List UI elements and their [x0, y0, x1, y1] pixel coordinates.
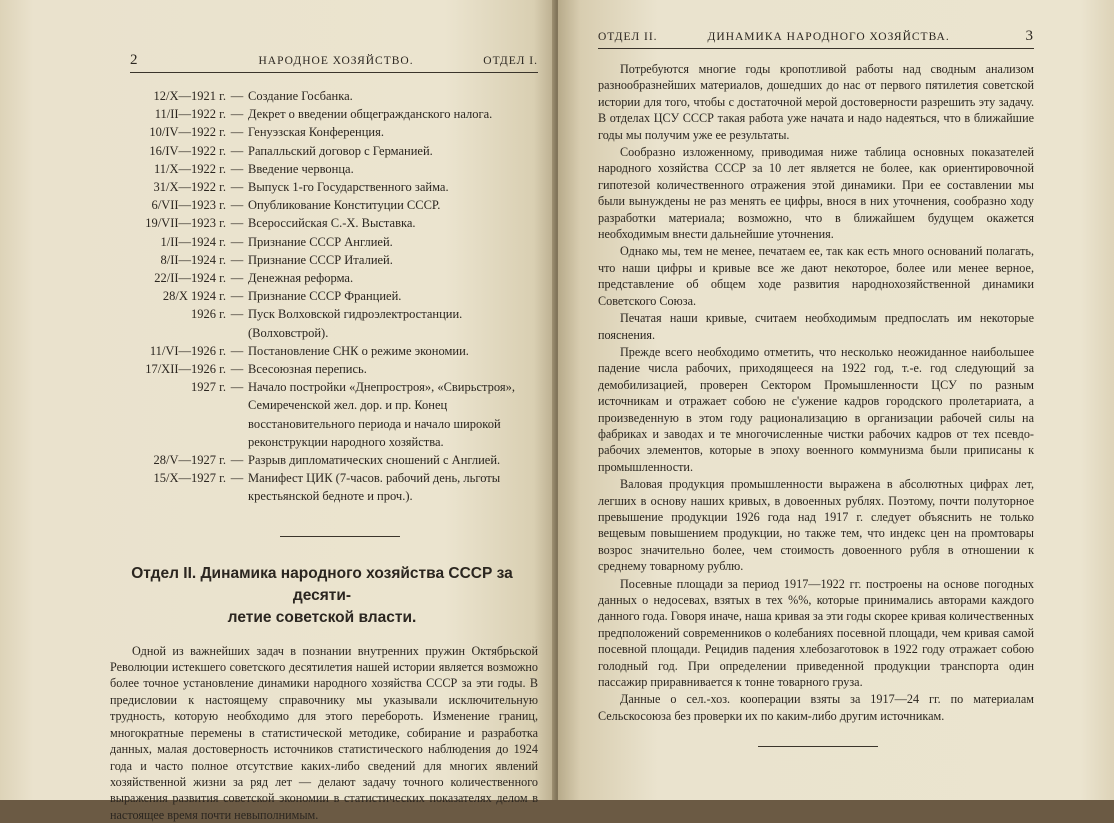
chronology-row — [110, 87, 538, 105]
chronology-date: 12/X—1921 г. — [153, 89, 226, 103]
chronology-event: Всероссийская С.-Х. Выставка. — [248, 216, 416, 231]
left-running-title: НАРОДНОЕ ХОЗЯЙСТВО. — [258, 55, 414, 67]
chronology-date: 19/VII—1923 г. — [145, 216, 226, 231]
chronology-dash: — — [230, 234, 244, 249]
right-page-number: 3 — [1025, 28, 1034, 44]
left-running-head — [130, 52, 538, 73]
right-paragraph: Данные о сел.-хоз. кооперации взяты за 1917—24 гг. по материалам Сельскосоюза без проверки их по каким-либо другим источникам. — [598, 692, 1034, 723]
chronology-list — [110, 87, 538, 506]
chronology-event: Введение червонца. — [248, 161, 354, 176]
right-body-text — [598, 61, 1034, 724]
chronology-dash: — — [230, 143, 244, 158]
chronology-row — [110, 360, 538, 378]
chronology-dash: — — [230, 198, 244, 213]
divider-rule — [280, 536, 400, 537]
chronology-row — [110, 160, 538, 178]
chronology-date: 6/VII—1923 г. — [151, 198, 226, 213]
chronology-date: 28/X 1924 г. — [162, 289, 226, 304]
chronology-dash: — — [230, 107, 244, 122]
chronology-date: 11/II—1922 г. — [154, 107, 226, 122]
chronology-row — [110, 123, 538, 141]
chronology-date: 1/II—1924 г. — [160, 234, 226, 249]
divider-rule — [758, 746, 878, 747]
chronology-dash: — — [230, 380, 244, 395]
chronology-event: Признание СССР Италией. — [248, 252, 393, 267]
chronology-row — [110, 105, 538, 123]
chronology-event: Всесоюзная перепись. — [248, 362, 367, 377]
chronology-row — [110, 142, 538, 160]
chronology-event: Признание СССР Англией. — [248, 234, 393, 249]
chronology-event: Рапалльский договор с Германией. — [248, 143, 433, 158]
right-paragraph: Печатая наши кривые, считаем необходимым предпослать им некоторые пояснения. — [598, 311, 1034, 342]
chronology-event: Признание СССР Францией. — [248, 289, 402, 304]
chronology-date: 17/XII—1926 г. — [145, 362, 226, 377]
chronology-event: Выпуск 1-го Государственного займа. — [248, 180, 449, 195]
chronology-dash: — — [230, 343, 244, 358]
chronology-event: Манифест ЦИК (7-часов. рабочий день, льготы крестьянской бедноте и проч.). — [248, 471, 501, 504]
right-running-title: ДИНАМИКА НАРОДНОГО ХОЗЯЙСТВА. — [707, 31, 950, 43]
chronology-row — [110, 305, 538, 341]
right-section-label: ОТДЕЛ II. — [598, 31, 658, 43]
chronology-date: 1926 г. — [191, 307, 226, 322]
left-body-text — [110, 643, 538, 823]
chronology-date: 11/VI—1926 г. — [149, 343, 226, 358]
left-page-number: 2 — [130, 52, 139, 68]
right-paragraph: Посевные площади за период 1917—1922 гг. построены на основе погодных данных о недосевах, взятых в тех %%, которые принимались авторами каждого данного года. Говоря иначе, наша кривая за эти годы скорее кривая количественных предположений современников о колебаниях посевной площади, чем кривая самой посевной площади. Рецидив падения хлебозаготовок в 1922 году отражает собою голодный год. При определении приведенной продукции транспорта один пассажир приравнивается к тонне товарного груза. — [598, 576, 1034, 690]
chronology-row — [110, 451, 538, 469]
right-page — [558, 0, 1114, 800]
chronology-event: Денежная реформа. — [248, 271, 354, 286]
chronology-dash: — — [230, 471, 244, 486]
chronology-dash: — — [230, 252, 244, 267]
chronology-dash: — — [230, 216, 244, 231]
chronology-date: 15/X—1927 г. — [153, 471, 226, 486]
chronology-dash: — — [230, 362, 244, 377]
chronology-dash: — — [230, 161, 244, 176]
chronology-date: 28/V—1927 г. — [153, 453, 226, 468]
chronology-row — [110, 214, 538, 232]
chronology-row — [110, 233, 538, 251]
chronology-event: Генуэзская Конференция. — [248, 125, 384, 140]
left-page — [0, 0, 556, 822]
chronology-dash: — — [230, 307, 244, 322]
chronology-row — [110, 251, 538, 269]
section-title — [102, 563, 542, 629]
chronology-date: 1927 г. — [191, 380, 226, 395]
chronology-row — [110, 269, 538, 287]
chronology-row — [110, 469, 538, 505]
chronology-dash: — — [230, 271, 244, 286]
chronology-date: 10/IV—1922 г. — [149, 125, 226, 140]
right-paragraph: Потребуются многие годы кропотливой работы над сводным анализом разнообразнейших материалов, дошедших до нас от первого пятилетия советской истории для того, чтобы с достаточной мерой достоверности разрешить эту задачу. В отделах ЦСУ СССР такая работа уже начата и надо надеяться, что в ближайшие годы мы получим уже ее результаты. — [598, 62, 1034, 142]
chronology-row — [110, 287, 538, 305]
right-running-head — [598, 28, 1034, 49]
chronology-dash: — — [230, 125, 244, 140]
chronology-event: Создание Госбанка. — [248, 89, 353, 103]
chronology-row — [110, 178, 538, 196]
chronology-dash: — — [230, 180, 244, 195]
section-title-line1: Отдел II. Динамика народного хозяйства СССР за десяти- — [131, 564, 513, 604]
chronology-date: 22/II—1924 г. — [154, 271, 226, 286]
chronology-dash: — — [230, 289, 244, 304]
chronology-date: 31/X—1922 г. — [153, 180, 226, 195]
chronology-row — [110, 378, 538, 451]
right-paragraph: Однако мы, тем не менее, печатаем ее, так как есть много оснований полагать, что наши цифры и кривые все же дают некоторое, более или менее верное, представление об общем ходе развития народнохозяйственной динамики Советского Союза. — [598, 244, 1034, 308]
chronology-date: 8/II—1924 г. — [160, 252, 226, 267]
right-paragraph: Прежде всего необходимо отметить, что несколько неожиданное наибольшее падение числа рабочих, приходящееся на 1922 год, т.-е. год следующий за демобилизацией, проверен Сектором Промышленности ЦСУ по разным источникам и отражает собою не с'ужение кадров городского пролетариата, а произведенную в этом году рационализацию в организации рабочей силы на фабриках и заводах и те многочисленные чистки рабочих кадров от тех псевдо-рабочих элементов, которые в эпоху военного коммунизма были приписаны к промышленности. — [598, 344, 1034, 474]
chronology-event: Опубликование Конституции СССР. — [248, 198, 441, 213]
section-title-line2: летие советской власти. — [227, 608, 417, 626]
chronology-event: Постановление СНК о режиме экономии. — [248, 343, 469, 358]
right-paragraph: Валовая продукция промышленности выражена в абсолютных цифрах лет, легших в основу наших кривых, в довоенных рублях. Поэтому, почти полуторное превышение продукции 1926 года над 1917 г. следует объяснить не только вещевым повышением продукции, но также тем, что индекс цен на промтовары возрос значительно более, чем стоимость довоенного рубля в отношении к среднему товарному рублю. — [598, 477, 1034, 574]
chronology-row — [110, 196, 538, 214]
chronology-date: 16/IV—1922 г. — [149, 143, 226, 158]
left-paragraph: Одной из важнейших задач в познании внутренних пружин Октябрьской Революции истекшего советского десятилетия нашей истории является возможно более точное установление динамики народного хозяйства СССР за эти годы. В предисловии к настоящему справочнику мы указывали исключительную трудность, которую необходимо для этого перебороть. Изменение границ, многократные перемены в статистической методике, собирание и разработка данных, малая достоверность источников статистического наблюдения до 1924 года и часто полное отсутствие каких-либо сведений для многих явлений хозяйственной жизни за ряд лет — делают задачу точного количественного выражения развития советской экономии в статистических показателях делом в настоящее время почти невыполнимым. — [110, 643, 538, 822]
left-section-label: ОТДЕЛ I. — [483, 55, 538, 67]
chronology-event: Декрет о введении общегражданского налога. — [248, 107, 493, 122]
chronology-dash: — — [230, 89, 244, 103]
chronology-row — [110, 342, 538, 360]
chronology-event: Разрыв дипломатических сношений с Англией. — [248, 453, 501, 468]
chronology-event: Пуск Волховской гидроэлектростанции. (Волховстрой). — [248, 307, 463, 340]
chronology-dash: — — [230, 453, 244, 468]
right-paragraph: Сообразно изложенному, приводимая ниже таблица основных показателей народного хозяйства СССР за 10 лет является не более, как ориентировочной гипотезой количественного отражения этой динамики. При ее составлении мы были вынуждены не раз менять ее цифры, внося в них уточнения, сообразно ходу разработки материала; возможно, что в ближайшем будущем окажется необходимым внести дальнейшие уточнения. — [598, 145, 1034, 242]
chronology-date: 11/X—1922 г. — [153, 161, 226, 176]
chronology-event: Начало постройки «Днепростроя», «Свирьстроя», Семиреченской жел. дор. и пр. Конец восстановительного периода и начало широкой реконструкции народного хозяйства. — [248, 380, 515, 449]
